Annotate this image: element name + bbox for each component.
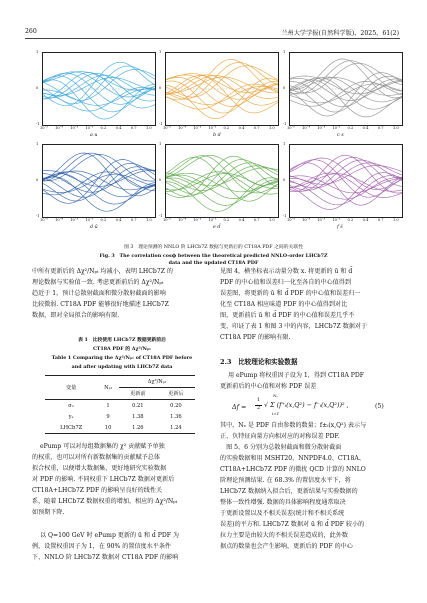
table-row bbox=[45, 400, 195, 412]
x-tick-label: 0.4 bbox=[238, 218, 245, 222]
paragraph-line: 其中，Nₑ 是 PDF 自由参数的数量；f±ᵢ(x,Q²) 表示与 bbox=[220, 422, 367, 429]
subfigure-label: f s̄ bbox=[337, 225, 343, 230]
x-tick-label: 0.7 bbox=[253, 126, 260, 130]
paragraph-line: 于更新设置以及不相关误差(统计和不相关系统 bbox=[220, 510, 345, 517]
y-tick-label: -1 bbox=[283, 122, 287, 126]
paragraph-line: 例，设置权重因子为 1，在 90% 的置信度水平条件 bbox=[32, 543, 172, 550]
y-tick-label: 1 bbox=[283, 142, 286, 146]
figure-caption-en-1: Fig. 3 The correlation cosϕ between the theoretical predicted NNLO-order LHCb7Z bbox=[99, 253, 328, 259]
table-cell: σₓ bbox=[68, 402, 75, 409]
journal-header: 兰州大学学报(自然科学版)，2025，61(2) bbox=[281, 30, 399, 37]
paragraph-line: 如预期下降. bbox=[32, 509, 65, 516]
correlation-curve bbox=[43, 163, 155, 201]
y-tick-label: 1 bbox=[159, 50, 162, 54]
x-tick-label: 10⁻⁴ bbox=[302, 218, 311, 222]
x-tick-label: 1.0 bbox=[268, 218, 275, 222]
page-number: 260 bbox=[25, 28, 37, 35]
x-tick-label: 10⁻⁵ bbox=[40, 126, 48, 130]
x-tick-label: 10⁻⁵ bbox=[287, 126, 295, 130]
subfigure-label: b d bbox=[213, 133, 221, 138]
x-tick-label: 10⁻⁴ bbox=[302, 126, 311, 130]
x-tick-label: 1.0 bbox=[145, 126, 152, 130]
y-tick-label: 1 bbox=[36, 142, 39, 146]
correlation-curve bbox=[166, 178, 278, 205]
table-row bbox=[45, 422, 195, 434]
paragraph-line: 下，NNLO 阶 LHCb7Z 数据对 CT18A PDF 的影响 bbox=[32, 554, 179, 561]
x-tick-label: 10⁻² bbox=[85, 126, 94, 130]
table-cell: 9 bbox=[106, 413, 110, 420]
table-cell: 1.36 bbox=[170, 413, 182, 420]
table-header-after: 更新后 bbox=[168, 391, 184, 397]
correlation-curve bbox=[290, 63, 402, 93]
x-tick-label: 0.4 bbox=[362, 126, 369, 130]
correlation-curve bbox=[290, 163, 402, 205]
paragraph-line: 趋近于 1，预计总散射截面和微分散射截面的影响 bbox=[32, 290, 166, 297]
y-tick-label: -1 bbox=[36, 214, 40, 218]
y-tick-label: -1 bbox=[159, 122, 163, 126]
subfigure-label: a u bbox=[90, 133, 98, 138]
paragraph-line: 理论数据与实验值一致. 考虑更新前后的 Δχ²/Nₚₜ bbox=[32, 279, 164, 286]
paragraph-line: 更新前后的中心值和对称 PDF 误差 bbox=[220, 383, 317, 390]
x-tick-label: 10⁻³ bbox=[193, 218, 202, 222]
x-tick-label: 10⁻² bbox=[208, 126, 217, 130]
x-tick-label: 0.7 bbox=[130, 126, 137, 130]
table-cell: 1.38 bbox=[132, 413, 144, 420]
correlation-curve bbox=[43, 72, 155, 91]
y-tick-label: -1 bbox=[36, 122, 40, 126]
figure-panel-3 bbox=[289, 52, 403, 126]
equation-lhs: Δf = bbox=[232, 403, 247, 411]
x-tick-label: 10⁻² bbox=[85, 218, 94, 222]
paragraph-line: 图，更新前后 ū 和 d̄ PDF 的中心值和误差几乎不 bbox=[220, 312, 355, 319]
figure-panel-2 bbox=[165, 52, 279, 126]
x-tick-label: 10⁻⁴ bbox=[178, 126, 187, 130]
y-tick-label: 1 bbox=[36, 50, 39, 54]
y-tick-label: 1 bbox=[283, 50, 286, 54]
section-heading: 2.3 比较理论和实验数据 bbox=[220, 358, 298, 366]
correlation-curve bbox=[43, 153, 155, 188]
paragraph-line: 化至 CT18A 相应味道 PDF 的中心值得到对比 bbox=[220, 301, 348, 308]
table-title-en-1: Table 1 Comparing the Δχ²/Nₚₜ of CT18A PDF before bbox=[51, 355, 193, 361]
x-tick-label: 10⁻⁵ bbox=[40, 218, 48, 222]
x-tick-label: 10⁻³ bbox=[193, 126, 202, 130]
paragraph-line: 系，随着 LHCb7Z 数据权重的增加，相应的 Δχ²/Nₚₜ bbox=[32, 498, 178, 505]
paragraph-line: 对 PDF 的影响. 不同权重下 LHCb7Z 数据对更新后 bbox=[32, 476, 175, 483]
figure-panel-6 bbox=[289, 144, 403, 218]
table-cell: 1 bbox=[106, 402, 110, 409]
paragraph-line: 整体一致性增强. 数据的具体影响程度通常取决 bbox=[220, 499, 346, 506]
table-header-before: 更新前 bbox=[130, 391, 146, 397]
x-tick-label: 1.0 bbox=[268, 126, 275, 130]
correlation-curve bbox=[166, 75, 278, 99]
x-tick-label: 0.7 bbox=[130, 218, 137, 222]
x-tick-label: 10⁻³ bbox=[317, 126, 326, 130]
paragraph-line: 的权重，也可以对所有新数据集的贡献赋予总体 bbox=[32, 454, 160, 461]
paragraph-line: 阶理论预测结果. 在 68.3% 的置信度水平下，将 bbox=[220, 477, 351, 484]
subfigure-label: e d̄ bbox=[213, 225, 221, 230]
paragraph-line: 中所有更新后的 Δχ²/Nₚₜ 均减小，表明 LHCb7Z 的 bbox=[32, 268, 173, 275]
x-tick-label: 0.2 bbox=[223, 126, 230, 130]
x-tick-label: 0.4 bbox=[115, 126, 122, 130]
subfigure-label: d ū bbox=[90, 225, 98, 230]
equation-body: √ Σ (f⁺ᵢ(x,Q²) − f⁻ᵢ(x,Q²))² , bbox=[264, 401, 349, 409]
x-tick-label: 0.4 bbox=[238, 126, 245, 130]
x-tick-label: 1.0 bbox=[392, 218, 399, 222]
correlation-curve bbox=[166, 178, 278, 212]
paragraph-line: 以 Q=100 GeV 时 ePump 更新的 ū 和 d̄ PDF 为 bbox=[40, 532, 179, 539]
table-cell: 0.21 bbox=[132, 402, 144, 409]
x-tick-label: 0.7 bbox=[253, 218, 260, 222]
equation-frac-den: 2 bbox=[257, 405, 261, 411]
header-rule bbox=[25, 38, 400, 39]
table-header-npt: Nₚₜ bbox=[104, 384, 113, 391]
paragraph-line: CT18A+LHCb7Z PDF 的微扰 QCD 计算的 NNLO bbox=[220, 466, 366, 473]
x-tick-label: 0.7 bbox=[377, 126, 384, 130]
correlation-curve bbox=[43, 160, 155, 204]
x-tick-label: 10⁻⁵ bbox=[163, 218, 171, 222]
x-tick-label: 0.2 bbox=[223, 218, 230, 222]
y-tick-label: 0 bbox=[36, 86, 39, 90]
table-title-cn-2: CT18A PDF 的 Δχ²/Nₚₜ bbox=[92, 346, 152, 352]
paragraph-line: 用 ePump 将权重因子设为 1，得到 CT18A PDF bbox=[228, 372, 364, 379]
table-header-var: 变量 bbox=[65, 385, 77, 391]
x-tick-label: 10⁻² bbox=[332, 126, 341, 130]
paragraph-line: 见图 4，横坐标表示动量分数 x. 将更新的 ū 和 d̄ bbox=[220, 268, 353, 275]
x-tick-label: 1.0 bbox=[145, 218, 152, 222]
x-tick-label: 10⁻⁴ bbox=[55, 126, 64, 130]
y-tick-label: 0 bbox=[36, 178, 39, 182]
table-title-cn-1: 表 1 比较使用 LHCb7Z 数据更新前后 bbox=[78, 337, 166, 343]
equation-sum-top: Nₑ bbox=[273, 393, 279, 398]
figure-caption-en-2: data and the updated CT18A PDF bbox=[168, 260, 259, 266]
y-tick-label: 0 bbox=[283, 178, 286, 182]
paragraph-line: 误差)的平方和. LHCb7Z 数据对 ū 和 d̄ PDF 较小的 bbox=[220, 521, 365, 528]
table-cell: 1.26 bbox=[132, 424, 144, 431]
x-tick-label: 10⁻⁵ bbox=[163, 126, 171, 130]
table-cell: yₓ bbox=[68, 413, 74, 420]
x-tick-label: 10⁻⁴ bbox=[55, 218, 64, 222]
paragraph-line: 图 5、6 分别为总散射截面和微分散射截面 bbox=[220, 444, 342, 451]
paragraph-line: CT18A+LHCb7Z PDF 的影响呈良好的线性关 bbox=[32, 487, 163, 494]
y-tick-label: 1 bbox=[159, 142, 162, 146]
x-tick-label: 0.2 bbox=[100, 126, 107, 130]
y-tick-label: -1 bbox=[283, 214, 287, 218]
x-tick-label: 10⁻³ bbox=[70, 126, 79, 130]
y-tick-label: 0 bbox=[159, 86, 162, 90]
paragraph-line: 拉力主要是由较大的不相关误差造成的，此外数 bbox=[220, 532, 348, 539]
table-title-en-2: and after updating with LHCb7Z data bbox=[71, 364, 173, 370]
x-tick-label: 1.0 bbox=[392, 126, 399, 130]
figure-panel-4 bbox=[42, 144, 156, 218]
correlation-curve bbox=[166, 157, 278, 201]
table-cell: 10 bbox=[104, 424, 112, 431]
table-cell: LHCb7Z bbox=[60, 424, 83, 431]
y-tick-label: -1 bbox=[159, 214, 163, 218]
paragraph-line: 拟合权重，以便增大数据集，更好地研究实验数据 bbox=[32, 465, 167, 472]
x-tick-label: 10⁻² bbox=[208, 218, 217, 222]
paragraph-line: 误差图，将更新的 ū 和 d̄ PDF 的中心值和误差归一 bbox=[220, 290, 361, 297]
paragraph-line: 比较微弱. CT18A PDF 能够很好地描述 LHCb7Z bbox=[32, 301, 169, 308]
table-cell: 1.24 bbox=[170, 424, 182, 431]
x-tick-label: 0.2 bbox=[347, 126, 354, 130]
x-tick-label: 10⁻³ bbox=[70, 218, 79, 222]
equation-number: (5) bbox=[375, 403, 384, 410]
correlation-curve bbox=[43, 73, 155, 104]
figure-caption-cn: 图 3 理论预测的 NNLO 阶 LHCb7Z 数据与更新后的 CT18A PDF 之间的关联性 bbox=[124, 245, 303, 250]
x-tick-label: 10⁻³ bbox=[317, 218, 326, 222]
figure-panel-5 bbox=[165, 144, 279, 218]
equation-sum-bottom: i=1 bbox=[272, 411, 280, 416]
x-tick-label: 0.2 bbox=[347, 218, 354, 222]
paragraph-line: LHCb7Z 数据纳入拟合后，更新结果与实验数据的 bbox=[220, 488, 358, 495]
x-tick-label: 0.7 bbox=[377, 218, 384, 222]
paragraph-line: ePump 可以对每组数据集的 χ² 贡献赋予单独 bbox=[40, 443, 165, 450]
y-tick-label: 0 bbox=[283, 86, 286, 90]
table-cell: 0.20 bbox=[170, 402, 182, 409]
x-tick-label: 10⁻² bbox=[332, 218, 341, 222]
table-row bbox=[45, 411, 195, 422]
subfigure-label: c s bbox=[337, 133, 344, 138]
table-1 bbox=[45, 375, 195, 434]
correlation-curve bbox=[43, 172, 155, 197]
y-tick-label: 0 bbox=[159, 178, 162, 182]
x-tick-label: 10⁻⁵ bbox=[287, 218, 295, 222]
table-header-group: Δχ²/Nₚₜ bbox=[119, 376, 195, 388]
x-tick-label: 0.4 bbox=[115, 218, 122, 222]
figure-panel-1 bbox=[42, 52, 156, 126]
paragraph-line: 正、负特征向量方向相对应的对称误差 PDF. bbox=[220, 433, 340, 440]
paragraph-line: 数据，即对全局拟合的影响有限. bbox=[32, 312, 120, 319]
paragraph-line: PDF 的中心值和误差归一化至各自的中心值得到 bbox=[220, 279, 351, 286]
paragraph-line: 据点的数量也会产生影响，更新后的 PDF 的中心 bbox=[220, 543, 353, 550]
paragraph-line: 变，印证了表 1 和图 3 中的内容，LHCb7Z 数据对于 bbox=[220, 323, 368, 330]
x-tick-label: 10⁻⁴ bbox=[178, 218, 187, 222]
paragraph-line: 的实验数据和用 MSHT20、NNPDF4.0、CT18A、 bbox=[220, 455, 365, 462]
x-tick-label: 0.4 bbox=[362, 218, 369, 222]
paragraph-line: CT18A PDF 的影响有限. bbox=[220, 334, 291, 341]
equation-frac-num: 1 bbox=[257, 397, 261, 403]
correlation-curve bbox=[166, 163, 278, 194]
x-tick-label: 0.2 bbox=[100, 218, 107, 222]
